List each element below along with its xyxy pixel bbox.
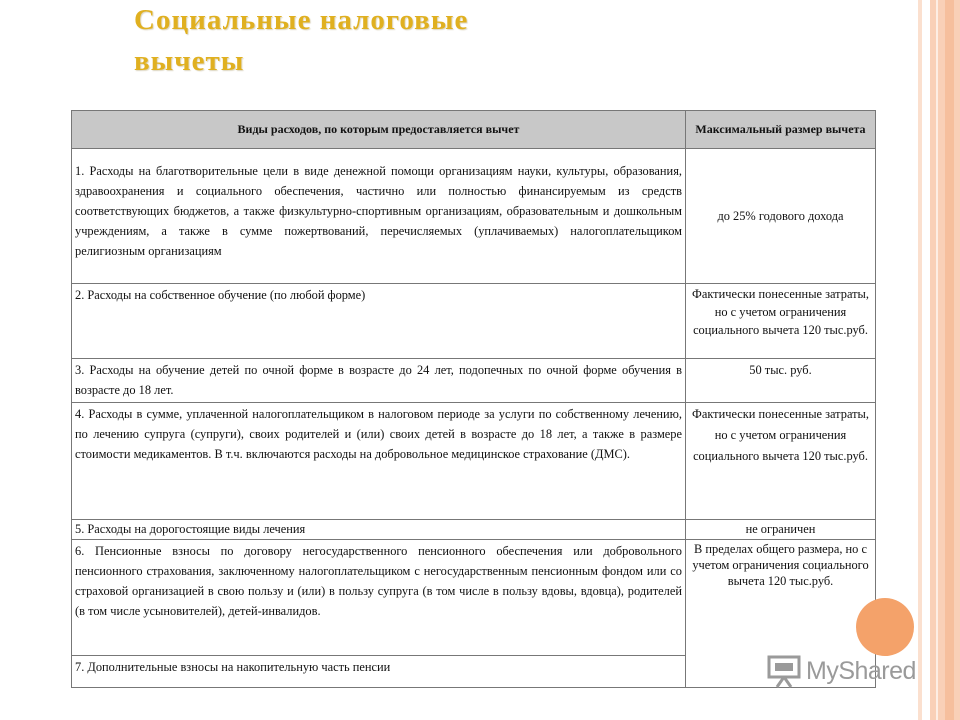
- expense-cell: 4. Расходы в сумме, уплаченной налогоплательщиком в налоговом периоде за услуги по собственному лечению, по лечению супруга (супруги), своих родителей и (или) своих детей в возрасте до 18 лет, а также в размере стоимости медикаментов. В т.ч. включаются расходы на добровольное медицинское страхование (ДМС).: [72, 403, 686, 520]
- slide-title-line-1: Социальные налоговые: [134, 4, 469, 36]
- slide-title-line-2: вычеты: [134, 45, 245, 77]
- expense-cell: 6. Пенсионные взносы по договору негосударственного пенсионного обеспечения или добровольного пенсионного страхования, заключенному налогоплательщиком с негосударственным пенсионным фондом или со страховой организацией в свою пользу и (или) в пользу супруга (в том числе в пользу вдовы, вдовца), родителей (в том числе усыновителей), детей-инвалидов.: [72, 540, 686, 656]
- expense-cell: 3. Расходы на обучение детей по очной форме в возрасте до 24 лет, подопечных по очной форме обучения в возрасте до 18 лет.: [72, 359, 686, 403]
- header-expense-types: Виды расходов, по которым предоставляется вычет: [72, 111, 686, 149]
- limit-cell: В пределах общего размера, но с учетом ограничения социального вычета 120 тыс.руб.: [686, 540, 876, 688]
- table-row: [72, 540, 876, 656]
- limit-cell: 50 тыс. руб.: [686, 359, 876, 403]
- header-max-deduction: Максимальный размер вычета: [686, 111, 876, 149]
- deductions-table: [71, 110, 876, 688]
- table-row: [72, 149, 876, 284]
- table-row: [72, 284, 876, 359]
- decorative-stripe: [936, 0, 938, 720]
- limit-cell: до 25% годового дохода: [686, 149, 876, 284]
- presentation-board-icon: [766, 654, 802, 688]
- table-row: [72, 520, 876, 540]
- table-header-row: [72, 111, 876, 149]
- decorative-stripe: [918, 0, 922, 720]
- watermark-logo: [766, 654, 916, 688]
- decorative-stripe: [945, 0, 954, 720]
- limit-cell: не ограничен: [686, 520, 876, 540]
- slide-title: [134, 2, 468, 80]
- table-row: [72, 403, 876, 520]
- watermark-text: MyShared: [806, 656, 916, 685]
- expense-cell: 7. Дополнительные взносы на накопительную часть пенсии: [72, 656, 686, 688]
- limit-cell: Фактически понесенные затраты, но с учетом ограничения социального вычета 120 тыс.руб.: [686, 403, 876, 520]
- expense-cell: 5. Расходы на дорогостоящие виды лечения: [72, 520, 686, 540]
- limit-cell: Фактически понесенные затраты, но с учетом ограничения социального вычета 120 тыс.руб.: [686, 284, 876, 359]
- expense-cell: 1. Расходы на благотворительные цели в виде денежной помощи организациям науки, культуры, образования, здравоохранения и социального обеспечения, частично или полностью финансируемым из средств соответствующих бюджетов, а также физкультурно-спортивным организациям, образовательным и дошкольным учреждениям, а также в сумме пожертвований, перечисляемых (уплачиваемых) налогоплательщиком религиозным организациям: [72, 149, 686, 284]
- table-row: [72, 359, 876, 403]
- expense-cell: 2. Расходы на собственное обучение (по любой форме): [72, 284, 686, 359]
- decorative-circle: [856, 598, 914, 656]
